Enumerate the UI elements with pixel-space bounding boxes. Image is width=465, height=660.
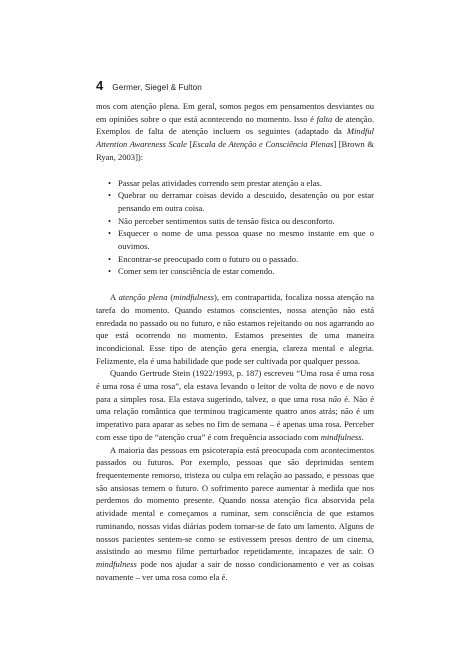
- text-run: A: [110, 292, 119, 303]
- page-header: [96, 78, 202, 93]
- list-item: • Quebrar ou derramar coisas devido a descuido, desatenção ou por estar pensando em outra coisa.: [108, 189, 374, 214]
- page-body: [96, 100, 374, 583]
- text-run: mos com atenção plena. Em geral, somos pegos em pensamentos desviantes ou em opiniões sobre o que está acontecendo no momento. Isso é: [96, 101, 374, 124]
- list-item: • Encontrar-se preocupado com o futuro ou o passado.: [108, 253, 374, 266]
- italic-run: falta: [316, 113, 333, 124]
- text-run: [: [186, 139, 193, 150]
- italic-run: mindfulness: [173, 292, 215, 303]
- text-run: Quando Gertrude Stein (1922/1993, p. 187) escreveu “Uma rosa é uma rosa é uma rosa é uma rosa”, ela estava levando o leitor de volta de novo e de novo para a simples rosa. Ela estava sugerindo, talvez, o que uma rosa: [96, 368, 374, 404]
- list-item: • Não perceber sentimentos sutis de tensão física ou desconforto.: [108, 215, 374, 228]
- text-run: (: [167, 292, 174, 303]
- page-number: 4: [96, 78, 104, 93]
- italic-run: mindfulness: [96, 558, 137, 569]
- paragraph-3: [96, 367, 374, 443]
- italic-run: mindfulness: [320, 431, 362, 442]
- bullet-list: [96, 177, 374, 279]
- text-run: de atenção. Exemplos de falta de atenção incluem os seguintes (adaptado da: [96, 113, 374, 137]
- paragraph-1: [96, 100, 374, 164]
- text-run: pode nos ajudar a sair de nosso condicionamento e ver as coisas novamente – ver uma rosa como ela é.: [96, 558, 374, 582]
- paragraph-2: [96, 291, 374, 367]
- list-item: • Comer sem ter consciência de estar comendo.: [108, 265, 374, 278]
- text-run: .: [361, 431, 364, 442]
- italic-run: Escala de Atenção e Consciência Plenas: [192, 139, 334, 150]
- text-run: ), em contrapartida, focaliza nossa atenção na tarefa do momento. Quando estamos conscientes, nossa atenção não está enredada no passado ou no futuro, e não estamos rejeitando ou nos agarrando ao que está ocorrendo no momento. Estamos presentes de uma maneira incondicional. Esse tipo de atenção gera energia, clareza mental e alegria. Felizmente, ela é uma habilidade que pode ser cultivada por qualquer pessoa.: [96, 292, 374, 366]
- list-item: • Esquecer o nome de uma pessoa quase no mesmo instante em que o ouvimos.: [108, 227, 374, 252]
- text-run: A maioria das pessoas em psicoterapia está preocupada com acontecimentos passados ou futuros. Por exemplo, pessoas que são deprimidas sentem frequentemente remorso, tristeza ou culpa em relação ao passado, e pessoas que são ansiosas temem o futuro. O sofrimento parece aumentar à medida que nos perdemos do momento presente. Quando nossa atenção fica absorvida pela atividade mental e começamos a ruminar, sem consciência de que estamos ruminando, nossas vidas diárias podem tornar-se de fato um lamento. Alguns de nossos pacientes sentem-se como se estivessem presos dentro de um cinema, assistindo ao mesmo filme perturbador repetidamente, incapazes de sair. O: [96, 444, 374, 557]
- italic-run: não: [328, 393, 342, 404]
- list-item: • Passar pelas atividades correndo sem prestar atenção a elas.: [108, 177, 374, 190]
- running-head: Germer, Siegel & Fulton: [112, 83, 202, 92]
- paragraph-4: [96, 444, 374, 584]
- text-run: é. Não é uma relação romântica que terminou tragicamente quatro anos atrás; não é um imperativo para aparar as sebes no fim de semana – é apenas uma rosa. Perceber com esse tipo de “atenção crua” é com frequência associado com: [96, 393, 374, 442]
- italic-run: Mindful Attention Awareness Scale: [96, 126, 374, 150]
- italic-run: atenção plena: [118, 292, 168, 303]
- text-run: ] [Brown & Ryan, 2003]):: [96, 139, 374, 162]
